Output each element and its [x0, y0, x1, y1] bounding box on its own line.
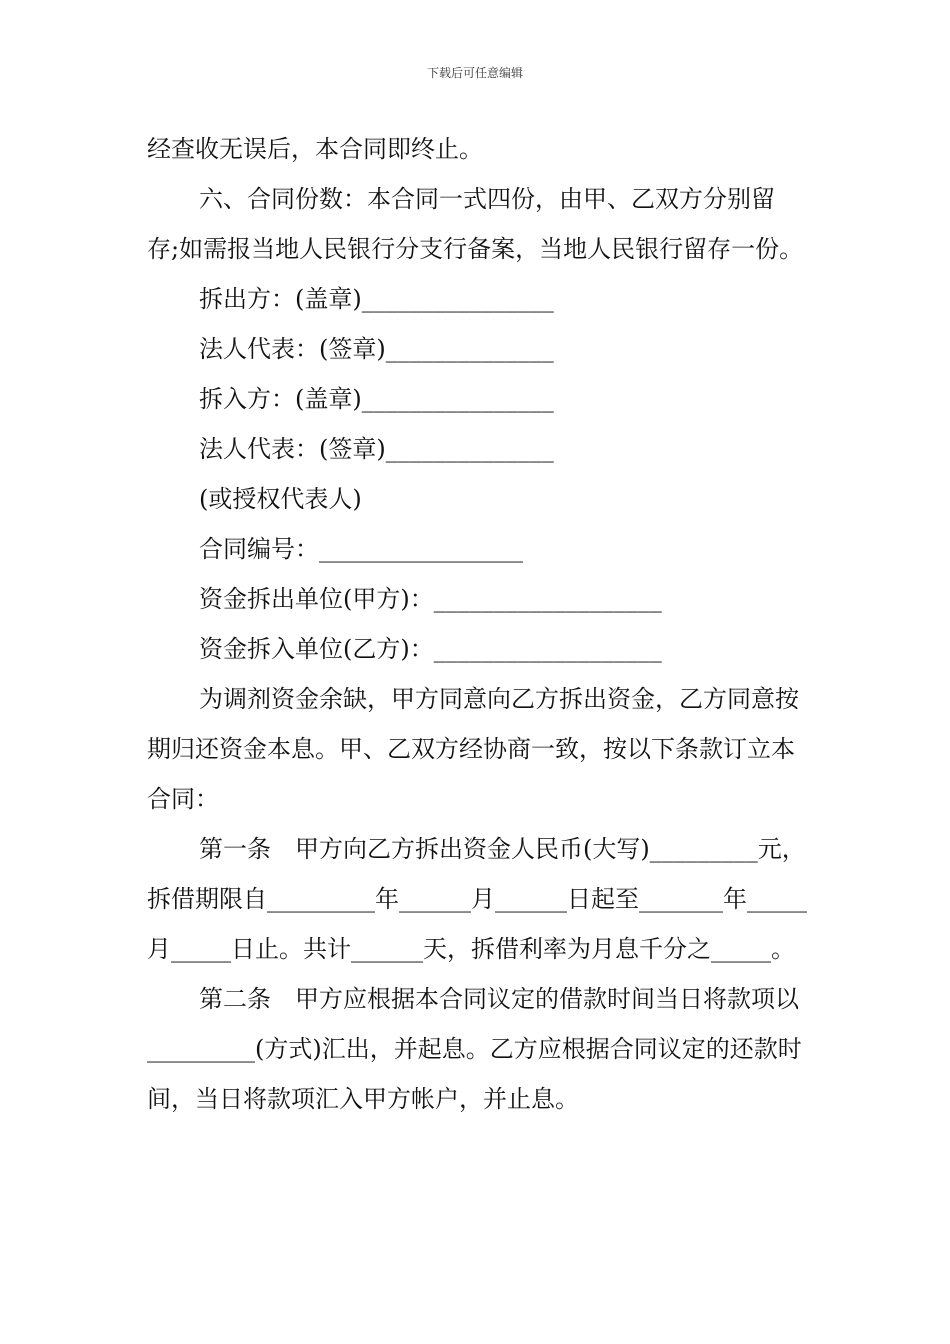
article-one: 第一条 甲方向乙方拆出资金人民币(大写)_________元，拆借期限自_________年______月______日起至_______年_____月_____日止。共计______天，拆借利率为月息千分之_____。 — [147, 835, 807, 963]
page-header: 下载后可任意编辑 — [426, 66, 523, 80]
article-two: 第二条 甲方应根据本合同议定的借款时间当日将款项以_________(方式)汇出，并起息。乙方应根据合同议定的还款时间，当日将款项汇入甲方帐户，并止息。 — [147, 985, 802, 1113]
signature-borrower: 拆入方：(盖章)________________ — [199, 385, 554, 413]
signature-authorized-rep: (或授权代表人) — [199, 485, 362, 513]
contract-number: 合同编号：_________________ — [199, 535, 523, 563]
document-body — [147, 124, 807, 1124]
lender-unit: 资金拆出单位(甲方)：___________________ — [199, 585, 662, 613]
borrower-unit: 资金拆入单位(乙方)：___________________ — [199, 635, 662, 663]
paragraph-termination: 经查收无误后，本合同即终止。 — [147, 135, 483, 163]
paragraph-copies: 六、合同份数：本合同一式四份，由甲、乙双方分别留存;如需报当地人民银行分支行备案，当地人民银行留存一份。 — [147, 185, 804, 263]
paragraph-intro: 为调剂资金余缺，甲方同意向乙方拆出资金，乙方同意按期归还资金本息。甲、乙双方经协商一致，按以下条款订立本合同： — [147, 685, 799, 813]
signature-lender: 拆出方：(盖章)________________ — [199, 285, 554, 313]
signature-lender-rep: 法人代表：(签章)______________ — [199, 335, 554, 363]
signature-borrower-rep: 法人代表：(签章)______________ — [199, 435, 554, 463]
